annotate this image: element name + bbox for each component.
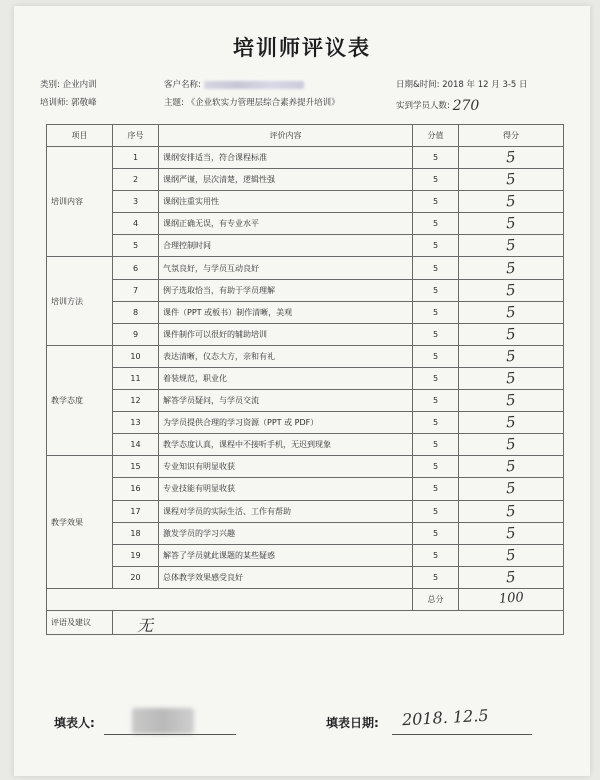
topic-field: 主题: 《企业软实力管理层综合素养提升培训》	[164, 98, 340, 108]
handwritten-score: 5	[505, 501, 517, 520]
col-header-category: 项目	[47, 125, 113, 147]
table-row	[47, 390, 564, 412]
handwritten-score: 5	[505, 545, 517, 565]
item-number: 20	[113, 566, 159, 588]
item-description: 课程对学员的实际生活、工作有帮助	[159, 500, 413, 522]
table-row	[47, 169, 564, 191]
category-cell: 培训方法	[47, 257, 113, 345]
item-got-score-cell	[459, 301, 564, 323]
table-row	[47, 235, 564, 257]
item-number: 3	[113, 191, 159, 213]
handwritten-score: 5	[505, 280, 517, 299]
table-row	[47, 478, 564, 500]
table-row	[47, 412, 564, 434]
total-row	[47, 588, 564, 610]
table-row	[47, 544, 564, 566]
table-row	[47, 456, 564, 478]
item-description: 表达清晰，仪态大方，亲和有礼	[159, 345, 413, 367]
item-number: 2	[113, 169, 159, 191]
item-number: 8	[113, 301, 159, 323]
handwritten-score: 5	[505, 214, 517, 233]
handwritten-score: 5	[505, 236, 517, 255]
handwritten-score: 5	[505, 302, 517, 322]
category-cell: 教学效果	[47, 456, 113, 589]
item-number: 17	[113, 500, 159, 522]
item-number: 12	[113, 390, 159, 412]
comment-row	[47, 610, 564, 634]
total-handwritten: 100	[498, 590, 524, 608]
item-description: 课件（PPT 或板书）制作清晰，美观	[159, 301, 413, 323]
col-header-got: 得分	[459, 125, 564, 147]
handwritten-score: 5	[505, 346, 517, 366]
table-row	[47, 566, 564, 588]
handwritten-score: 5	[505, 479, 517, 498]
col-header-score: 分值	[413, 125, 459, 147]
fill-date-label: 填表日期:	[326, 716, 379, 730]
item-description: 专业技能有明显收获	[159, 478, 413, 500]
item-max-score: 5	[413, 169, 459, 191]
attendees-field: 实到学员人数: 270	[396, 98, 480, 114]
comment-label: 评语及建议	[47, 610, 113, 634]
item-max-score: 5	[413, 301, 459, 323]
item-max-score: 5	[413, 522, 459, 544]
item-description: 合理控制时间	[159, 235, 413, 257]
item-max-score: 5	[413, 390, 459, 412]
handwritten-score: 5	[505, 390, 517, 410]
item-description: 激发学员的学习兴趣	[159, 522, 413, 544]
handwritten-score: 5	[505, 324, 517, 344]
table-row	[47, 279, 564, 301]
category-field: 类别: 企业内训	[40, 80, 97, 90]
item-description: 为学员提供合理的学习资源（PPT 或 PDF）	[159, 412, 413, 434]
item-max-score: 5	[413, 279, 459, 301]
table-row	[47, 191, 564, 213]
table-row	[47, 434, 564, 456]
item-number: 19	[113, 544, 159, 566]
item-max-score: 5	[413, 478, 459, 500]
table-row	[47, 367, 564, 389]
item-got-score-cell	[459, 390, 564, 412]
item-number: 14	[113, 434, 159, 456]
comment-cell	[113, 610, 564, 634]
item-max-score: 5	[413, 257, 459, 279]
item-number: 18	[113, 522, 159, 544]
handwritten-score: 5	[505, 368, 517, 388]
item-got-score-cell	[459, 412, 564, 434]
item-got-score-cell	[459, 478, 564, 500]
item-got-score-cell	[459, 522, 564, 544]
item-description: 课纲严谨，层次清楚，逻辑性强	[159, 169, 413, 191]
item-number: 1	[113, 147, 159, 169]
item-got-score-cell	[459, 169, 564, 191]
item-number: 5	[113, 235, 159, 257]
item-description: 例子选取恰当，有助于学员理解	[159, 279, 413, 301]
item-got-score-cell	[459, 434, 564, 456]
table-row	[47, 522, 564, 544]
table-row	[47, 213, 564, 235]
handwritten-score: 5	[505, 412, 517, 432]
form-title: 培训师评议表	[233, 36, 371, 60]
category-cell: 培训内容	[47, 147, 113, 257]
item-got-score-cell	[459, 147, 564, 169]
handwritten-score: 5	[505, 434, 517, 454]
item-number: 10	[113, 345, 159, 367]
handwritten-score: 5	[505, 191, 517, 211]
item-max-score: 5	[413, 147, 459, 169]
redacted-filler-signature	[132, 708, 194, 734]
redacted-client-name	[204, 81, 304, 89]
item-max-score: 5	[413, 235, 459, 257]
item-description: 解答学员疑问，与学员交流	[159, 390, 413, 412]
item-max-score: 5	[413, 323, 459, 345]
trainer-field: 培训师: 郭敬峰	[40, 98, 97, 108]
item-number: 6	[113, 257, 159, 279]
item-max-score: 5	[413, 191, 459, 213]
table-row	[47, 147, 564, 169]
item-max-score: 5	[413, 544, 459, 566]
item-description: 教学态度认真，课程中不接听手机，无迟到现象	[159, 434, 413, 456]
item-max-score: 5	[413, 456, 459, 478]
item-max-score: 5	[413, 434, 459, 456]
item-got-score-cell	[459, 456, 564, 478]
item-max-score: 5	[413, 500, 459, 522]
evaluation-form-paper	[14, 6, 590, 776]
filler-underline	[104, 734, 236, 735]
item-number: 11	[113, 367, 159, 389]
item-got-score-cell	[459, 367, 564, 389]
item-max-score: 5	[413, 367, 459, 389]
item-got-score-cell	[459, 257, 564, 279]
item-got-score-cell	[459, 345, 564, 367]
item-got-score-cell	[459, 191, 564, 213]
table-header-row	[47, 125, 564, 147]
item-description: 课纲安排适当，符合课程标准	[159, 147, 413, 169]
item-number: 7	[113, 279, 159, 301]
table-row	[47, 345, 564, 367]
item-max-score: 5	[413, 412, 459, 434]
table-row	[47, 301, 564, 323]
col-header-number: 序号	[113, 125, 159, 147]
comment-handwritten: 无	[137, 615, 154, 635]
handwritten-score: 5	[505, 457, 517, 476]
item-description: 着装规范，职业化	[159, 367, 413, 389]
handwritten-score: 5	[505, 258, 517, 277]
item-got-score-cell	[459, 213, 564, 235]
item-description: 课件制作可以很好的辅助培训	[159, 323, 413, 345]
item-description: 气氛良好，与学员互动良好	[159, 257, 413, 279]
item-max-score: 5	[413, 566, 459, 588]
item-got-score-cell	[459, 566, 564, 588]
item-number: 16	[113, 478, 159, 500]
total-empty-cell	[47, 588, 413, 610]
table-row	[47, 323, 564, 345]
item-got-score-cell	[459, 235, 564, 257]
handwritten-score: 5	[505, 567, 517, 587]
item-max-score: 5	[413, 213, 459, 235]
item-number: 4	[113, 213, 159, 235]
category-cell: 教学态度	[47, 345, 113, 455]
evaluation-table	[46, 124, 564, 635]
date-time-field: 日期&时间: 2018 年 12 月 3-5 日	[396, 80, 528, 90]
total-value-cell	[459, 588, 564, 610]
item-description: 课纲正确无误，有专业水平	[159, 213, 413, 235]
handwritten-score: 5	[505, 523, 517, 542]
item-number: 15	[113, 456, 159, 478]
handwritten-score: 5	[505, 147, 517, 167]
item-got-score-cell	[459, 544, 564, 566]
item-description: 总体教学效果感受良好	[159, 566, 413, 588]
col-header-content: 评价内容	[159, 125, 413, 147]
item-max-score: 5	[413, 345, 459, 367]
item-got-score-cell	[459, 500, 564, 522]
total-label: 总分	[413, 588, 459, 610]
item-number: 9	[113, 323, 159, 345]
item-got-score-cell	[459, 279, 564, 301]
attendees-handwritten: 270	[452, 98, 480, 114]
client-field: 客户名称:	[164, 78, 304, 90]
item-got-score-cell	[459, 323, 564, 345]
item-description: 课纲注重实用性	[159, 191, 413, 213]
item-number: 13	[113, 412, 159, 434]
table-row	[47, 257, 564, 279]
fill-date-handwritten: 2018. 12.5	[401, 705, 489, 730]
handwritten-score: 5	[505, 169, 517, 189]
table-row	[47, 500, 564, 522]
item-description: 专业知识有明显收获	[159, 456, 413, 478]
fill-date-underline	[392, 734, 532, 735]
filler-label: 填表人:	[54, 716, 95, 730]
item-description: 解答了学员就此课题的某些疑惑	[159, 544, 413, 566]
